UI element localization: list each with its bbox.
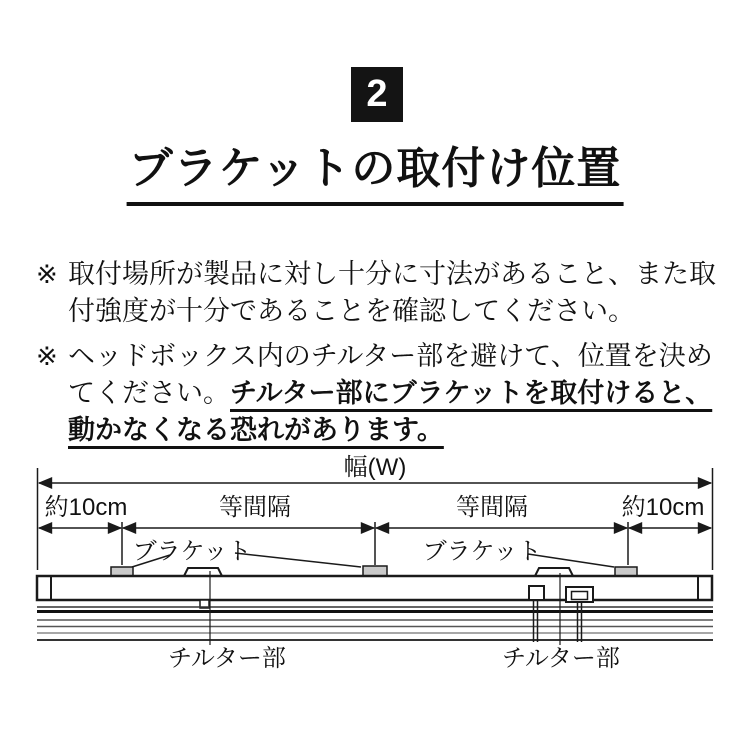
note-marker: ※ xyxy=(36,341,58,371)
slat-lines xyxy=(37,607,713,640)
note-warning-text: 動かなくなる恐れがあります。 xyxy=(68,415,444,445)
width-label: 幅(W) xyxy=(343,454,407,481)
section-number-badge xyxy=(351,67,403,122)
note-body xyxy=(68,338,736,449)
notes-block xyxy=(36,256,736,449)
note-marker: ※ xyxy=(36,259,58,289)
margin-left-label: 約10cm xyxy=(44,494,128,521)
note-line: 付強度が十分であることを確認してください。 xyxy=(68,296,635,326)
note-mounting-strength xyxy=(36,256,736,330)
note-line: ヘッドボックス内のチルター部を避けて、位置を決め xyxy=(68,341,713,371)
note-text: てください。 xyxy=(68,378,230,408)
bracket-position-diagram xyxy=(0,450,750,700)
note-warning-text: チルター部にブラケットを取付けると、 xyxy=(230,378,713,408)
section-number: 2 xyxy=(366,73,388,115)
note-line xyxy=(68,412,736,449)
bracket-left-label: ブラケット xyxy=(132,538,252,565)
note-body xyxy=(68,256,736,330)
note-avoid-tilter xyxy=(36,338,736,449)
margin-right-label: 約10cm xyxy=(621,494,705,521)
note-line xyxy=(68,375,736,412)
note-line: 取付場所が製品に対し十分に寸法があること、また取 xyxy=(68,259,716,289)
page-title: ブラケットの取付け位置 xyxy=(127,144,624,206)
spacing-right-label: 等間隔 xyxy=(456,494,528,521)
bracket-right-label: ブラケット xyxy=(422,538,542,565)
headbox xyxy=(37,576,712,600)
tilter-left-label: チルター部 xyxy=(168,645,286,672)
spacing-left-label: 等間隔 xyxy=(219,494,291,521)
tilter-right-label: チルター部 xyxy=(502,645,620,672)
diagram-drawing xyxy=(0,450,750,700)
